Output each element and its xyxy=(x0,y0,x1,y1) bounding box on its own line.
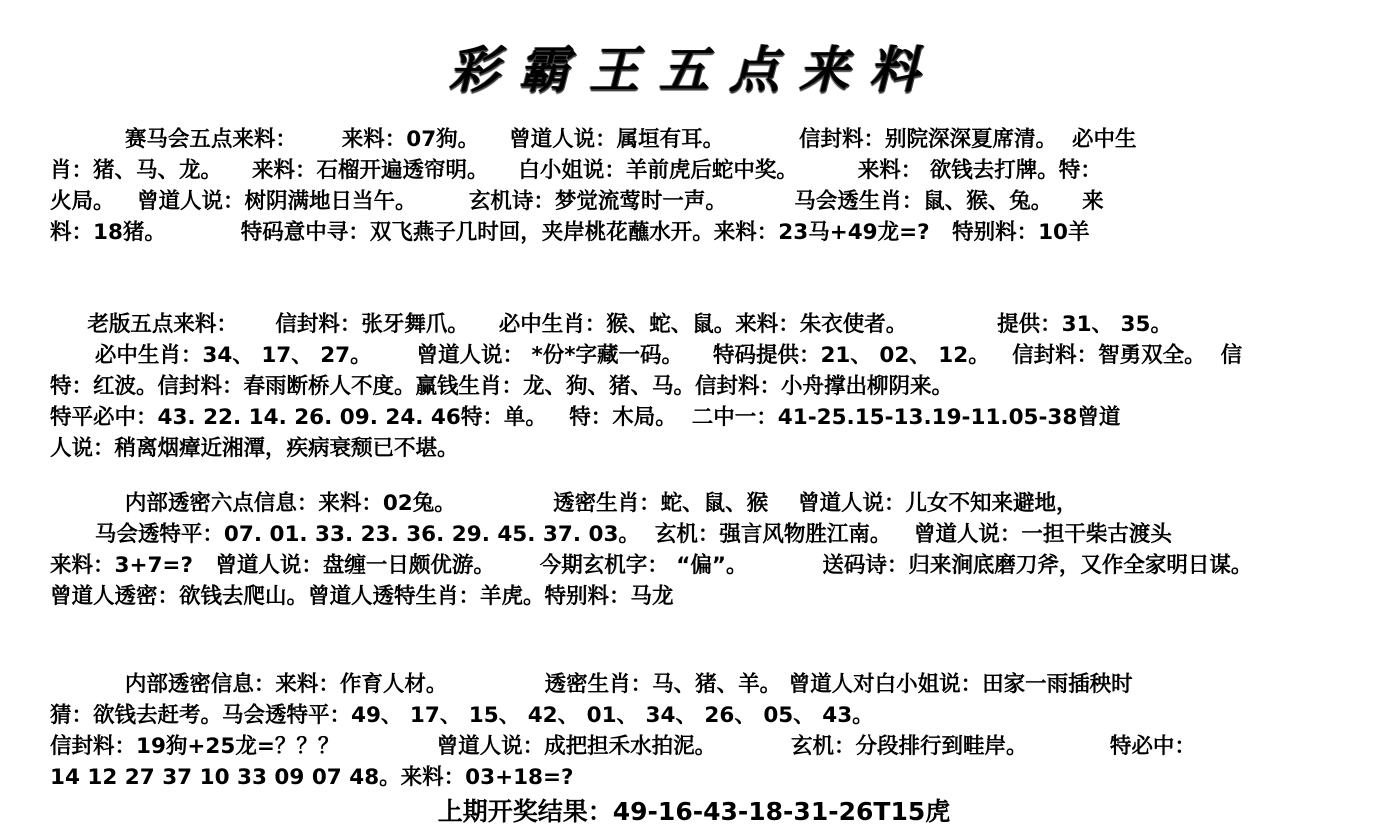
section3-line4: 曾道人透密：欲钱去爬山。曾道人透特生肖：羊虎。特别料：马龙 xyxy=(50,584,674,609)
section4-line3: 信封料：19狗+25龙=？？？ 曾道人说：成把担禾水拍泥。 玄机：分段排行到畦岸。 特必中： xyxy=(50,734,1196,759)
section1-line4: 料：18猪。 特码意中寻：双飞燕子几时回，夹岸桃花蘸水开。来料：23马+49龙=? 特别料：10羊 xyxy=(50,220,1090,245)
section3-line3: 来料：3+7=? 曾道人说：盘缠一日颇优游。 今期玄机字： “偏”。 送码诗：归来涧底磨刀斧，又作全家明日谋。 xyxy=(50,553,1253,578)
section2-line5: 人说：稍离烟瘴近湘潭，疾病衰颓已不堪。 xyxy=(50,436,459,461)
section4-line4: 14 12 27 37 10 33 09 07 48。来料：03+18=? xyxy=(50,765,574,790)
section1-line3: 火局。 曾道人说：树阴满地日当午。 玄机诗：梦觉流莺时一声。 马会透生肖：鼠、猴、兔。 来 xyxy=(50,189,1104,214)
section4-line1: 内部透密信息：来料：作育人材。 透密生肖：马、猪、羊。 曾道人对白小姐说：田家一雨插秧时 xyxy=(50,672,1133,697)
section3-line1: 内部透密六点信息：来料：02兔。 透密生肖：蛇、鼠、猴 曾道人说：儿女不知来避地， xyxy=(50,491,1078,516)
section2-line3: 特：红波。信封料：春雨断桥人不度。赢钱生肖：龙、狗、猪、马。信封料：小舟撑出柳阴来。 xyxy=(50,374,954,399)
section1-line1: 赛马会五点来料： 来料：07狗。 曾道人说：属垣有耳。 信封料：别院深深夏席清。 必中生 xyxy=(50,127,1137,152)
section4-line2: 猜：欲钱去赶考。马会透特平：49、 17、 15、 42、 01、 34、 26、 05、 43。 xyxy=(50,703,874,728)
section2-line1: 老版五点来料： 信封料：张牙舞爪。 必中生肖：猴、蛇、鼠。来料：朱衣使者。 提供：31、 35。 xyxy=(50,312,1172,337)
last-draw-result: 上期开奖结果：49-16-43-18-31-26T15虎 xyxy=(437,797,951,826)
section1-line2: 肖：猪、马、龙。 来料：石榴开遍透帘明。 白小姐说：羊前虎后蛇中奖。 来料： 欲钱去打牌。特： xyxy=(50,158,1102,183)
section2-line2: 必中生肖：34、 17、 27。 曾道人说： *份*字藏一码。 特码提供：21、 02、 12。 信封料：智勇双全。 信 xyxy=(50,343,1243,368)
section3-line2: 马会透特平：07. 01. 33. 23. 36. 29. 45. 37. 03。 玄机：强言风物胜江南。 曾道人说：一担干柴古渡头 xyxy=(50,522,1172,547)
page-title: 彩霸王五点来料 xyxy=(449,40,939,99)
section2-line4: 特平必中：43. 22. 14. 26. 09. 24. 46特：单。 特：木局。 二中一：41-25.15-13.19-11.05-38曾道 xyxy=(50,405,1121,430)
